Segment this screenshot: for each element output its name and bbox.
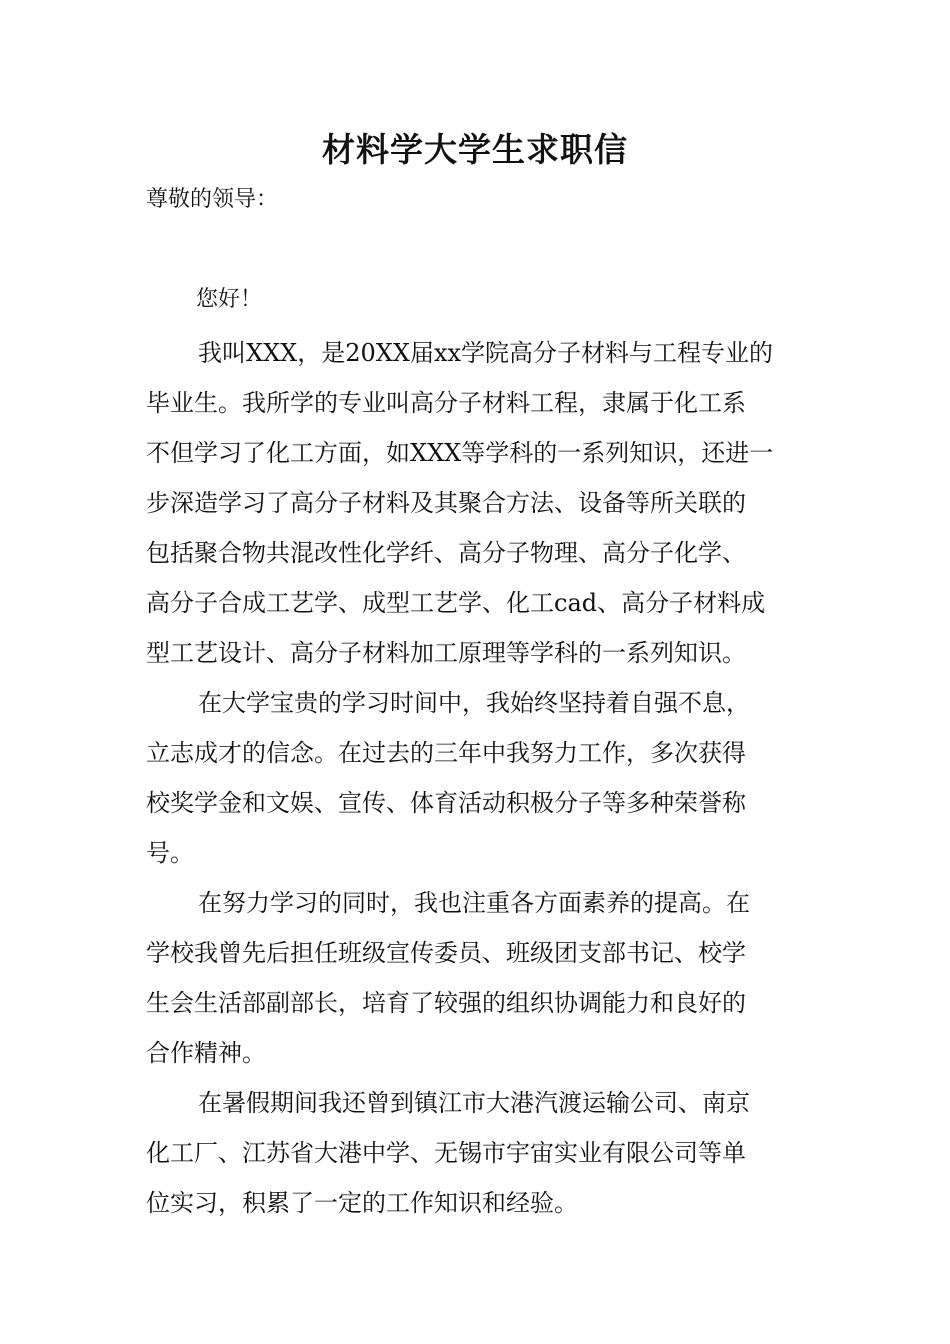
- text-line: 包括聚合物共混改性化学纤、高分子物理、高分子化学、: [146, 539, 746, 567]
- text-line: 生会生活部副部长，培育了较强的组织协调能力和良好的: [146, 989, 746, 1017]
- text-line: 高分子合成工艺学、成型工艺学、化工cad、高分子材料成: [146, 589, 766, 617]
- text-line: 我叫XXX，是20XX届xx学院高分子材料与工程专业的: [198, 339, 774, 367]
- paragraph-activities: [146, 878, 811, 1078]
- letter-body: [146, 328, 811, 1228]
- text-line: 学校我曾先后担任班级宣传委员、班级团支部书记、校学: [146, 939, 746, 967]
- text-line: 步深造学习了高分子材料及其聚合方法、设备等所关联的: [146, 489, 746, 517]
- text-line: 校奖学金和文娱、宣传、体育活动积极分子等多种荣誉称: [146, 789, 746, 817]
- text-line: 在努力学习的同时，我也注重各方面素养的提高。在: [198, 889, 750, 917]
- greeting: 您好！: [196, 287, 263, 312]
- paragraph-internship: [146, 1078, 811, 1228]
- salutation: 尊敬的领导：: [146, 187, 279, 212]
- text-line: 毕业生。我所学的专业叫高分子材料工程，隶属于化工系: [146, 389, 746, 417]
- text-line: 不但学习了化工方面，如XXX等学科的一系列知识，还进一: [146, 439, 774, 467]
- paragraph-achievements: [146, 678, 811, 878]
- text-line: 号。: [146, 839, 194, 867]
- document-title: 材料学大学生求职信: [322, 130, 628, 169]
- text-line: 在大学宝贵的学习时间中，我始终坚持着自强不息，: [198, 689, 750, 717]
- text-line: 合作精神。: [146, 1039, 266, 1067]
- text-line: 位实习，积累了一定的工作知识和经验。: [146, 1189, 578, 1217]
- text-line: 立志成才的信念。在过去的三年中我努力工作，多次获得: [146, 739, 746, 767]
- text-line: 在暑假期间我还曾到镇江市大港汽渡运输公司、南京: [198, 1089, 750, 1117]
- text-line: 型工艺设计、高分子材料加工原理等学科的一系列知识。: [146, 639, 746, 667]
- text-line: 化工厂、江苏省大港中学、无锡市宇宙实业有限公司等单: [146, 1139, 746, 1167]
- paragraph-education: [146, 328, 811, 678]
